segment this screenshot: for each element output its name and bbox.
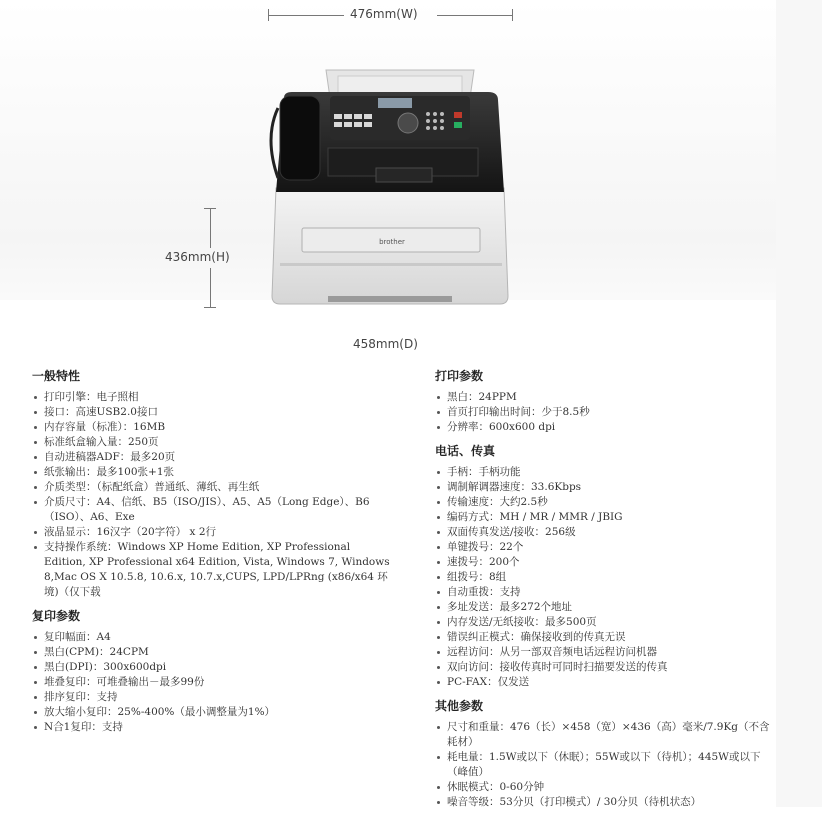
list-item: 首页打印输出时间：少于8.5秒 <box>433 405 773 420</box>
list-item: 组拨号：8组 <box>433 570 773 585</box>
height-line-bottom <box>210 268 211 308</box>
copy-spec-list <box>30 630 415 735</box>
list-item: 纸张输出：最多100张+1张 <box>30 465 415 480</box>
list-item: 放大缩小复印：25%-400%（最小调整量为1%） <box>30 705 415 720</box>
width-line-left <box>268 15 344 16</box>
list-item: 介质类型：（标配纸盒）普通纸、薄纸、再生纸 <box>30 480 415 495</box>
depth-label: 458mm(D) <box>353 337 418 351</box>
height-line-top <box>210 208 211 248</box>
list-item: N合1复印：支持 <box>30 720 415 735</box>
list-item: 双向访问：接收传真时可同时扫描要发送的传真 <box>433 660 773 675</box>
fax-machine-image <box>268 68 513 312</box>
list-item: 接口：高速USB2.0接口 <box>30 405 415 420</box>
list-item: 打印引擎：电子照相 <box>30 390 415 405</box>
width-line-right <box>437 15 513 16</box>
list-item: 休眠模式：0-60分钟 <box>433 780 773 795</box>
list-item: 自动进稿器ADF：最多20页 <box>30 450 415 465</box>
brand-logo: brother <box>379 238 405 246</box>
spec-column-right <box>433 366 773 818</box>
list-item: 尺寸和重量：476（长）×458（宽）×436（高）毫米/7.9Kg（不含耗材） <box>433 720 772 750</box>
list-item: 液晶显示：16汉字（20字符） x 2行 <box>30 525 415 540</box>
height-tick-bottom <box>204 307 216 308</box>
list-item: 双面传真发送/接收：256级 <box>433 525 773 540</box>
list-item: 传输速度：大约2.5秒 <box>433 495 773 510</box>
section-title-other: 其他参数 <box>435 699 484 713</box>
list-item: 分辨率：600x600 dpi <box>433 420 773 435</box>
list-item: 内存发送/无纸接收：最多500页 <box>433 615 773 630</box>
list-item: 远程访问：从另一部双音频电话远程访问机器 <box>433 645 773 660</box>
list-item: 标准纸盒输入量：250页 <box>30 435 415 450</box>
list-item: 黑白：24PPM <box>433 390 773 405</box>
print-spec-list <box>433 390 773 435</box>
width-label: 476mm(W) <box>350 7 418 21</box>
section-title-general: 一般特性 <box>32 369 81 383</box>
general-spec-list <box>30 390 415 600</box>
list-item: PC-FAX：仅发送 <box>433 675 773 690</box>
list-item: 调制解调器速度：33.6Kbps <box>433 480 773 495</box>
section-title-fax: 电话、传真 <box>435 444 496 458</box>
list-item: 错误纠正模式：确保接收到的传真无误 <box>433 630 773 645</box>
list-item: 自动重拨：支持 <box>433 585 773 600</box>
list-item: 介质尺寸：A4、信纸、B5（ISO/JIS）、A5、A5（Long Edge）、B6（ISO）、A6、Exe <box>30 495 384 525</box>
section-title-print: 打印参数 <box>435 369 484 383</box>
width-tick-right <box>512 9 513 21</box>
list-item: 支持操作系统：Windows XP Home Edition, XP Professional Edition, XP Professional x64 Edition, Vista, Windows 7, Windows 8,Mac OS X 10.5.8, 10.6.x, 10.7.x,CUPS, LPD/LPRng (x86/x64 环境)（仅下载 <box>30 540 394 600</box>
other-spec-list <box>433 720 773 810</box>
list-item: 编码方式：MH / MR / MMR / JBIG <box>433 510 773 525</box>
list-item: 黑白(CPM)：24CPM <box>30 645 415 660</box>
list-item: 复印幅面：A4 <box>30 630 415 645</box>
list-item: 黑白(DPI)：300x600dpi <box>30 660 415 675</box>
list-item: 排序复印：支持 <box>30 690 415 705</box>
list-item: 单键拨号：22个 <box>433 540 773 555</box>
page-margin <box>776 0 822 807</box>
list-item: 速拨号：200个 <box>433 555 773 570</box>
spec-column-left <box>30 366 415 743</box>
fax-spec-list <box>433 465 773 690</box>
list-item: 噪音等级：53分贝（打印模式）/ 30分贝（待机状态） <box>433 795 773 810</box>
list-item: 手柄：手柄功能 <box>433 465 773 480</box>
list-item: 耗电量：1.5W或以下（休眠）；55W或以下（待机）；445W或以下（峰值） <box>433 750 772 780</box>
list-item: 内存容量（标准）：16MB <box>30 420 415 435</box>
list-item: 堆叠复印：可堆叠输出－最多99份 <box>30 675 415 690</box>
section-title-copy: 复印参数 <box>32 609 81 623</box>
list-item: 多址发送：最多272个地址 <box>433 600 773 615</box>
height-label: 436mm(H) <box>165 250 230 264</box>
